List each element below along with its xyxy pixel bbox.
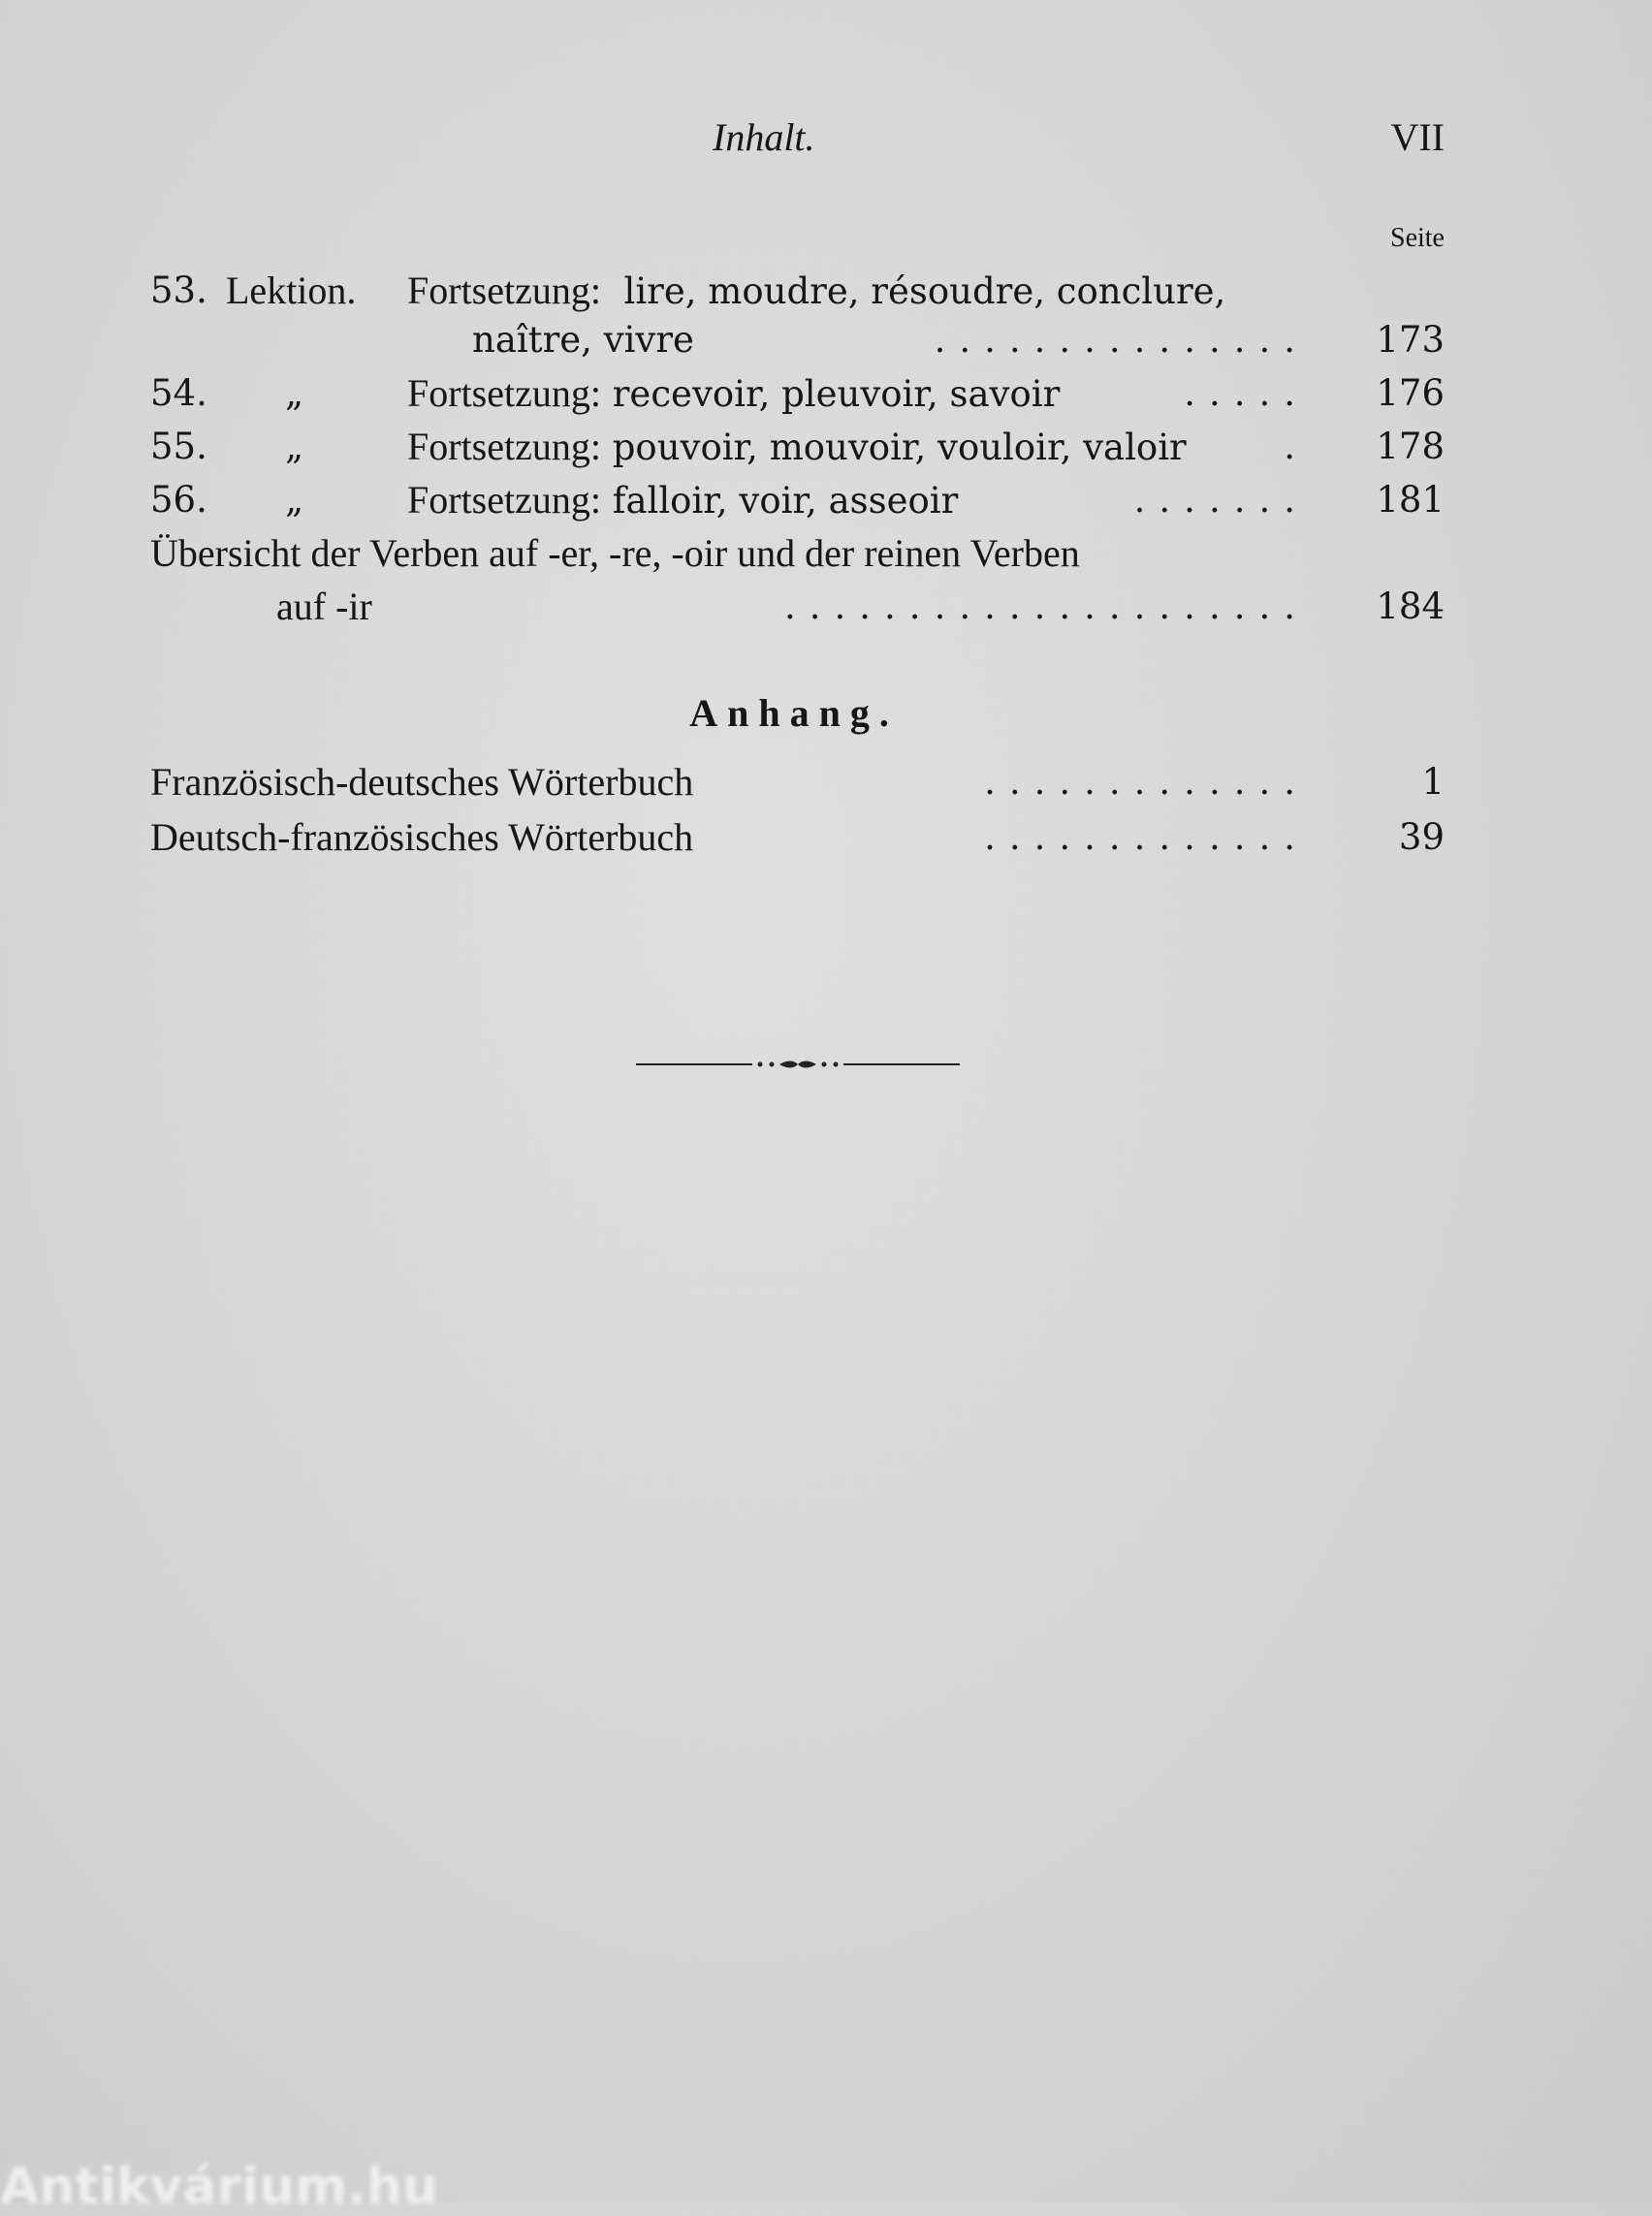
toc-entry-overview	[150, 528, 1445, 579]
entry-page: 176	[1376, 372, 1445, 414]
toc-entry-54	[150, 368, 1445, 419]
appendix-heading-text: Anhang.	[689, 691, 899, 735]
page-number: VII	[1390, 115, 1445, 159]
lesson-label: Lektion.	[226, 269, 357, 312]
toc-entry-53	[150, 266, 1445, 316]
lesson-number: 56.	[150, 479, 207, 521]
entry-continuation: auf -ir	[276, 585, 372, 628]
leader-dots: .......	[1133, 479, 1309, 521]
entry-text	[407, 475, 958, 526]
entry-text: Französisch-deutsches Wörterbuch	[150, 760, 694, 804]
entry-text: Übersicht der Verben auf -er, -re, -oir und der reinen Verben	[150, 531, 1080, 575]
leader-dots: ...............	[934, 319, 1309, 361]
entry-verbs: pouvoir, mouvoir, vouloir, valoir	[612, 427, 1187, 468]
page-column-label: Seite	[1390, 223, 1445, 253]
entry-verbs: falloir, voir, asseoir	[612, 480, 959, 522]
entry-page: 184	[1376, 586, 1445, 627]
entry-prefix: Fortsetzung:	[407, 425, 601, 468]
leader-dots: .....................	[784, 586, 1309, 627]
entry-text	[407, 368, 1060, 420]
leader-dots: .....	[1184, 372, 1309, 414]
ditto-mark: „	[285, 372, 304, 414]
toc-entry-53-continuation	[150, 315, 1445, 365]
ornamental-divider	[636, 1055, 960, 1074]
entry-verbs: lire, moudre, résoudre, conclure,	[623, 270, 1226, 312]
lesson-number: 54.	[150, 372, 207, 414]
lesson-number: 53.	[150, 269, 207, 311]
entry-page: 173	[1376, 319, 1445, 361]
leader-dots: .	[1284, 426, 1309, 467]
toc-entry-overview-continuation	[150, 582, 1445, 632]
appendix-entry	[150, 757, 1445, 807]
appendix-entry	[150, 812, 1445, 863]
entry-text	[407, 266, 1225, 317]
entry-page: 178	[1376, 426, 1445, 467]
entry-prefix: Fortsetzung:	[407, 478, 601, 522]
entry-page: 181	[1376, 479, 1445, 521]
ditto-mark: „	[285, 479, 304, 521]
toc-entry-55	[150, 422, 1445, 472]
lesson-number: 55.	[150, 426, 207, 467]
entry-prefix: Fortsetzung:	[407, 269, 601, 312]
leader-dots: .............	[984, 816, 1309, 858]
toc-entry-56	[150, 475, 1445, 525]
entry-text: Deutsch-französisches Wörterbuch	[150, 815, 694, 859]
entry-page: 1	[1421, 761, 1445, 803]
appendix-heading	[0, 690, 1652, 736]
watermark: Antikvárium.hu	[0, 2158, 438, 2216]
entry-continuation: naître, vivre	[472, 319, 694, 361]
entry-text	[407, 422, 1187, 473]
leader-dots: .............	[984, 761, 1309, 803]
entry-prefix: Fortsetzung:	[407, 371, 601, 415]
entry-verbs: recevoir, pleuvoir, savoir	[612, 373, 1061, 415]
ditto-mark: „	[285, 426, 304, 467]
entry-page: 39	[1398, 816, 1445, 858]
running-header-title: Inhalt.	[713, 115, 815, 159]
